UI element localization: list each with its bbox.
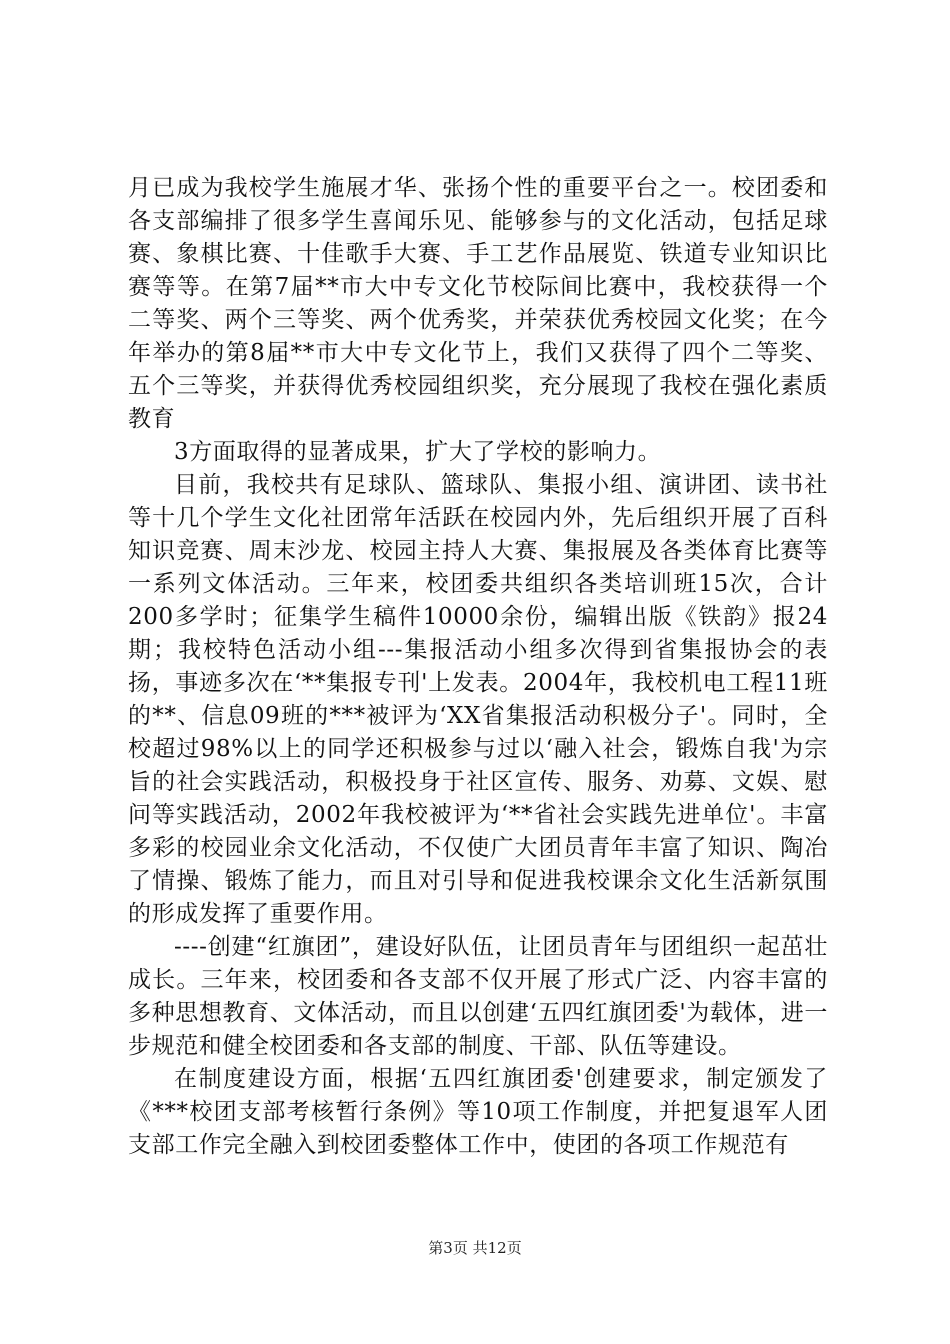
page-number: 第3页 共12页 — [428, 1239, 522, 1257]
paragraph: 3方面取得的显著成果，扩大了学校的影响力。 — [174, 439, 662, 465]
paragraph: ----创建“红旗团”，建设好队伍，让团员青年与团组织一起茁壮成长。三年来，校团委和各支部不仅开展了形式广泛、内容丰富的多种思想教育、文体活动，而且以创建‘五四红旗团委'为载体，进一步规范和健全校团委和各支部的制度、干部、队伍等建设。 — [128, 934, 828, 1059]
document-body — [128, 172, 828, 1162]
paragraph: 月已成为我校学生施展才华、张扬个性的重要平台之一。校团委和各支部编排了很多学生喜闻乐见、能够参与的文化活动，包括足球赛、象棋比赛、十佳歌手大赛、手工艺作品展览、铁道专业知识比赛等等。在第7届**市大中专文化节校际间比赛中，我校获得一个二等奖、两个三等奖、两个优秀奖，并荣获优秀校园文化奖；在今年举办的第8届**市大中专文化节上，我们又获得了四个二等奖、五个三等奖，并获得优秀校园组织奖，充分展现了我校在强化素质教育 — [128, 175, 828, 432]
page-footer — [0, 1238, 950, 1258]
paragraph: 目前，我校共有足球队、篮球队、集报小组、演讲团、读书社等十几个学生文化社团常年活跃在校园内外，先后组织开展了百科知识竞赛、周末沙龙、校园主持人大赛、集报展及各类体育比赛等一系列文体活动。三年来，校团委共组织各类培训班15次，合计200多学时；征集学生稿件10000余份，编辑出版《铁韵》报24期；我校特色活动小组---集报活动小组多次得到省集报协会的表扬，事迹多次在‘**集报专刊'上发表。2004年，我校机电工程11班的**、信息09班的***被评为‘XX省集报活动积极分子'。同时，全校超过98%以上的同学还积极参与过以‘融入社会，锻炼自我'为宗旨的社会实践活动，积极投身于社区宣传、服务、劝募、文娱、慰问等实践活动，2002年我校被评为‘**省社会实践先进单位'。丰富多彩的校园业余文化活动，不仅使广大团员青年丰富了知识、陶冶了情操、锻炼了能力，而且对引导和促进我校课余文化生活新氛围的形成发挥了重要作用。 — [128, 472, 828, 927]
paragraph: 在制度建设方面，根据‘五四红旗团委'创建要求，制定颁发了《***校团支部考核暂行条例》等10项工作制度，并把复退军人团支部工作完全融入到校团委整体工作中，使团的各项工作规范有 — [128, 1066, 828, 1158]
